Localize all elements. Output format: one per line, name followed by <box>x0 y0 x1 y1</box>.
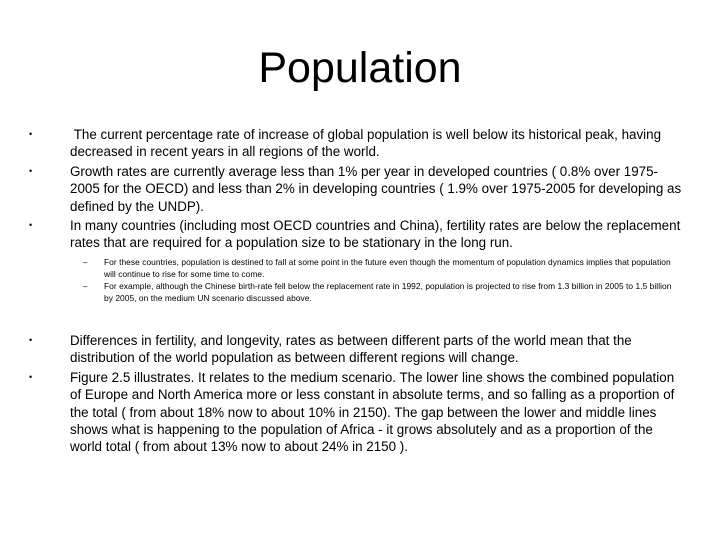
bullet-text: The current percentage rate of increase of global population is well below its historical peak, having decreased in recent years in all regions of the world. <box>70 127 665 160</box>
bullet-list-1 <box>0 126 720 252</box>
bullet-text: In many countries (including most OECD countries and China), fertility rates are below the replacement rates that are required for a population size to be stationary in the long run. <box>70 218 681 251</box>
dash-icon: – <box>83 282 88 292</box>
bullet-text: Figure 2.5 illustrates. It relates to the medium scenario. The lower line shows the combined population of Europe and North America more or less constant in absolute terms, and so falling as a proportion of the total ( from about 18% now to about 10% in 2150). The gap between the lower and middle lines shows what is happening to the population of Africa - it grows absolutely and as a proportion of the world total ( from about 13% now to about 24% in 2150 ). <box>70 369 675 455</box>
slide-title: Population <box>258 44 462 92</box>
bullet-text: Growth rates are currently average less than 1% per year in developed countries ( 0.8% over 1975-2005 for the OECD) and less than 2% in developing countries ( 1.9% over 1975-2005 for developing as defined by the UNDP). <box>70 163 682 214</box>
bullet-item <box>0 332 720 367</box>
bullet-icon: • <box>29 220 33 231</box>
bullet-icon: • <box>29 371 33 382</box>
bullet-icon: • <box>29 129 33 139</box>
sub-bullet-text: For these countries, population is destined to fall at some point in the future even though the momentum of population dynamics implies that population will continue to rise for some time to come. <box>104 257 671 279</box>
dash-icon: – <box>83 258 88 267</box>
sub-bullet-list <box>0 257 720 304</box>
sub-bullet-item <box>0 281 720 304</box>
sub-bullet-item <box>0 257 720 280</box>
bullet-text: Differences in fertility, and longevity, rates as between different parts of the world mean that the distribution of the world population as between different regions will change. <box>70 333 632 366</box>
bullet-list-2 <box>0 332 720 456</box>
bullet-icon: • <box>29 165 33 176</box>
sub-bullet-text: For example, although the Chinese birth-rate fell below the replacement rate in 1992, population is projected to rise from 1.3 billion in 2005 to 1.5 billion by 2005, on the medium UN scenario discussed above. <box>104 281 672 303</box>
bullet-item <box>0 369 720 456</box>
bullet-item <box>0 163 720 215</box>
bullet-item <box>0 126 720 161</box>
bullet-item <box>0 217 720 252</box>
bullet-icon: • <box>29 335 33 345</box>
